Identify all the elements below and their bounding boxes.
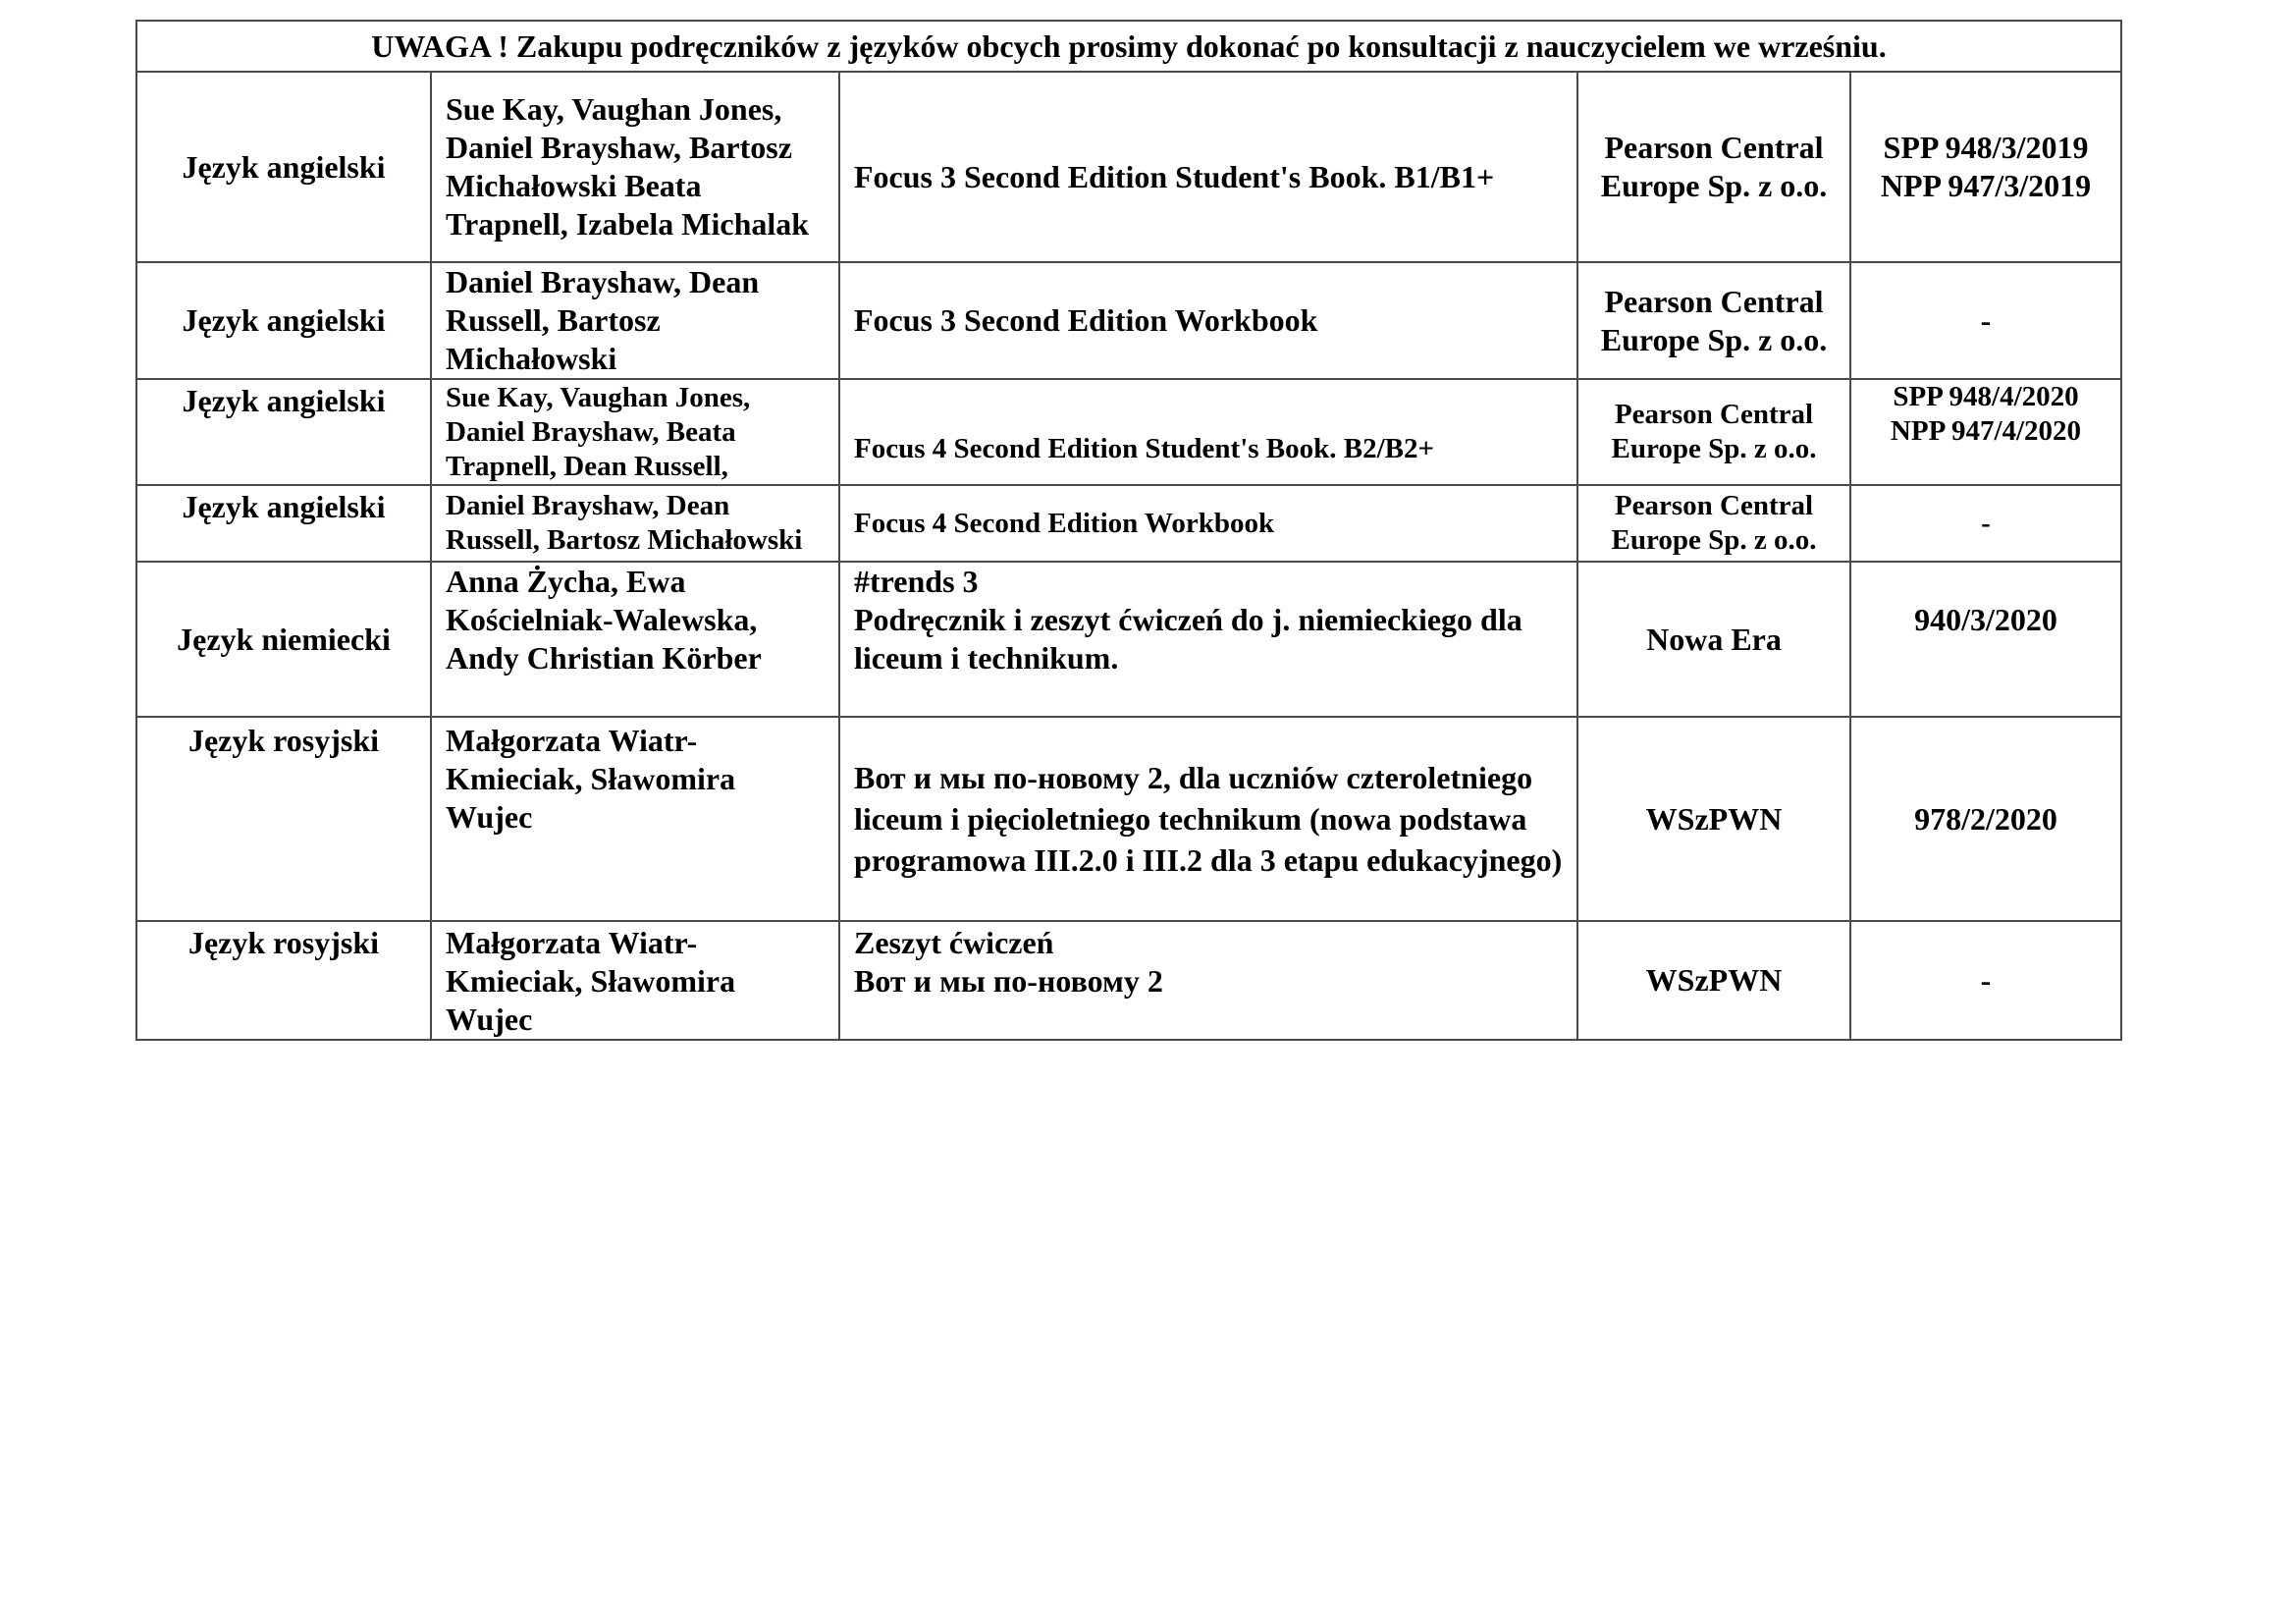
approval-line: -: [1981, 507, 1991, 539]
approval-line: 940/3/2020: [1914, 602, 2057, 637]
title-cell: [839, 485, 1577, 562]
approval-line: NPP 947/4/2020: [1890, 415, 2082, 447]
title-line: Focus 3 Second Edition Student's Book. B1/B1+: [854, 158, 1495, 194]
table-row: [136, 72, 2121, 262]
publisher-cell: WSzPWN: [1577, 717, 1850, 921]
title-line: Zeszyt ćwiczeń: [854, 925, 1054, 960]
textbook-table: [135, 20, 2122, 1041]
authors-cell: Małgorzata Wiatr-Kmieciak, Sławomira Wujec: [431, 921, 839, 1040]
title-line: Вот и мы по-новому 2: [854, 963, 1163, 999]
publisher-cell: Pearson Central Europe Sp. z o.o.: [1577, 379, 1850, 485]
notice-row: [136, 21, 2121, 72]
approval-cell: [1850, 717, 2121, 921]
notice-text: Zakupu podręczników z języków obcych prosimy dokonać po konsultacji z nauczycielem we wrześniu.: [515, 27, 1887, 64]
title-cell: [839, 379, 1577, 485]
subject-cell: Język angielski: [136, 379, 431, 485]
approval-line: 978/2/2020: [1914, 800, 2057, 837]
title-cell: [839, 717, 1577, 921]
title-cell: [839, 921, 1577, 1040]
title-line: Focus 3 Second Edition Workbook: [854, 302, 1318, 338]
approval-cell: [1850, 72, 2121, 262]
title-line: Podręcznik i zeszyt ćwiczeń do j. niemieckiego dla liceum i technikum.: [854, 602, 1522, 676]
approval-line: -: [1980, 962, 1992, 998]
table-row: [136, 717, 2121, 921]
notice-lead: UWAGA !: [371, 27, 508, 64]
approval-cell: [1850, 921, 2121, 1040]
table-row: [136, 379, 2121, 485]
subject-cell: Język niemiecki: [136, 562, 431, 717]
authors-cell: Sue Kay, Vaughan Jones, Daniel Brayshaw, Beata Trapnell, Dean Russell,: [431, 379, 839, 485]
subject-cell: Język angielski: [136, 72, 431, 262]
publisher-cell: WSzPWN: [1577, 921, 1850, 1040]
authors-cell: Anna Życha, Ewa Kościelniak-Walewska, Andy Christian Körber: [431, 562, 839, 717]
approval-line: SPP 948/3/2019: [1883, 130, 2089, 165]
subject-cell: Język angielski: [136, 485, 431, 562]
table-row: [136, 921, 2121, 1040]
table-row: [136, 562, 2121, 717]
authors-cell: Sue Kay, Vaughan Jones, Daniel Brayshaw, Bartosz Michałowski Beata Trapnell, Izabela Michalak: [431, 72, 839, 262]
publisher-cell: Nowa Era: [1577, 562, 1850, 717]
approval-line: SPP 948/4/2020: [1893, 381, 2079, 412]
authors-cell: Małgorzata Wiatr-Kmieciak, Sławomira Wujec: [431, 717, 839, 921]
title-cell: [839, 562, 1577, 717]
table-row: [136, 485, 2121, 562]
title-cell: [839, 262, 1577, 379]
subject-cell: Język angielski: [136, 262, 431, 379]
approval-cell: [1850, 562, 2121, 717]
title-line: Вот и мы по-новому 2, dla uczniów czteroletniego liceum i pięcioletniego technikum (nowa podstawa programowa III.2.0 i III.2 dla 3 etapu edukacyjnego): [854, 760, 1563, 878]
approval-cell: [1850, 262, 2121, 379]
approval-cell: [1850, 379, 2121, 485]
authors-cell: Daniel Brayshaw, Dean Russell, Bartosz Michałowski: [431, 485, 839, 562]
publisher-cell: Pearson Central Europe Sp. z o.o.: [1577, 262, 1850, 379]
publisher-cell: Pearson Central Europe Sp. z o.o.: [1577, 485, 1850, 562]
publisher-cell: Pearson Central Europe Sp. z o.o.: [1577, 72, 1850, 262]
title-line: Focus 4 Second Edition Student's Book. B2/B2+: [854, 432, 1435, 464]
table-row: [136, 262, 2121, 379]
approval-line: -: [1980, 302, 1992, 338]
title-line: #trends 3: [854, 564, 979, 599]
subject-cell: Język rosyjski: [136, 717, 431, 921]
approval-cell: [1850, 485, 2121, 562]
notice-cell: [136, 21, 2121, 72]
title-cell: [839, 72, 1577, 262]
title-line: Focus 4 Second Edition Workbook: [854, 507, 1275, 539]
approval-line: NPP 947/3/2019: [1880, 168, 2092, 203]
subject-cell: Język rosyjski: [136, 921, 431, 1040]
authors-cell: Daniel Brayshaw, Dean Russell, Bartosz Michałowski: [431, 262, 839, 379]
